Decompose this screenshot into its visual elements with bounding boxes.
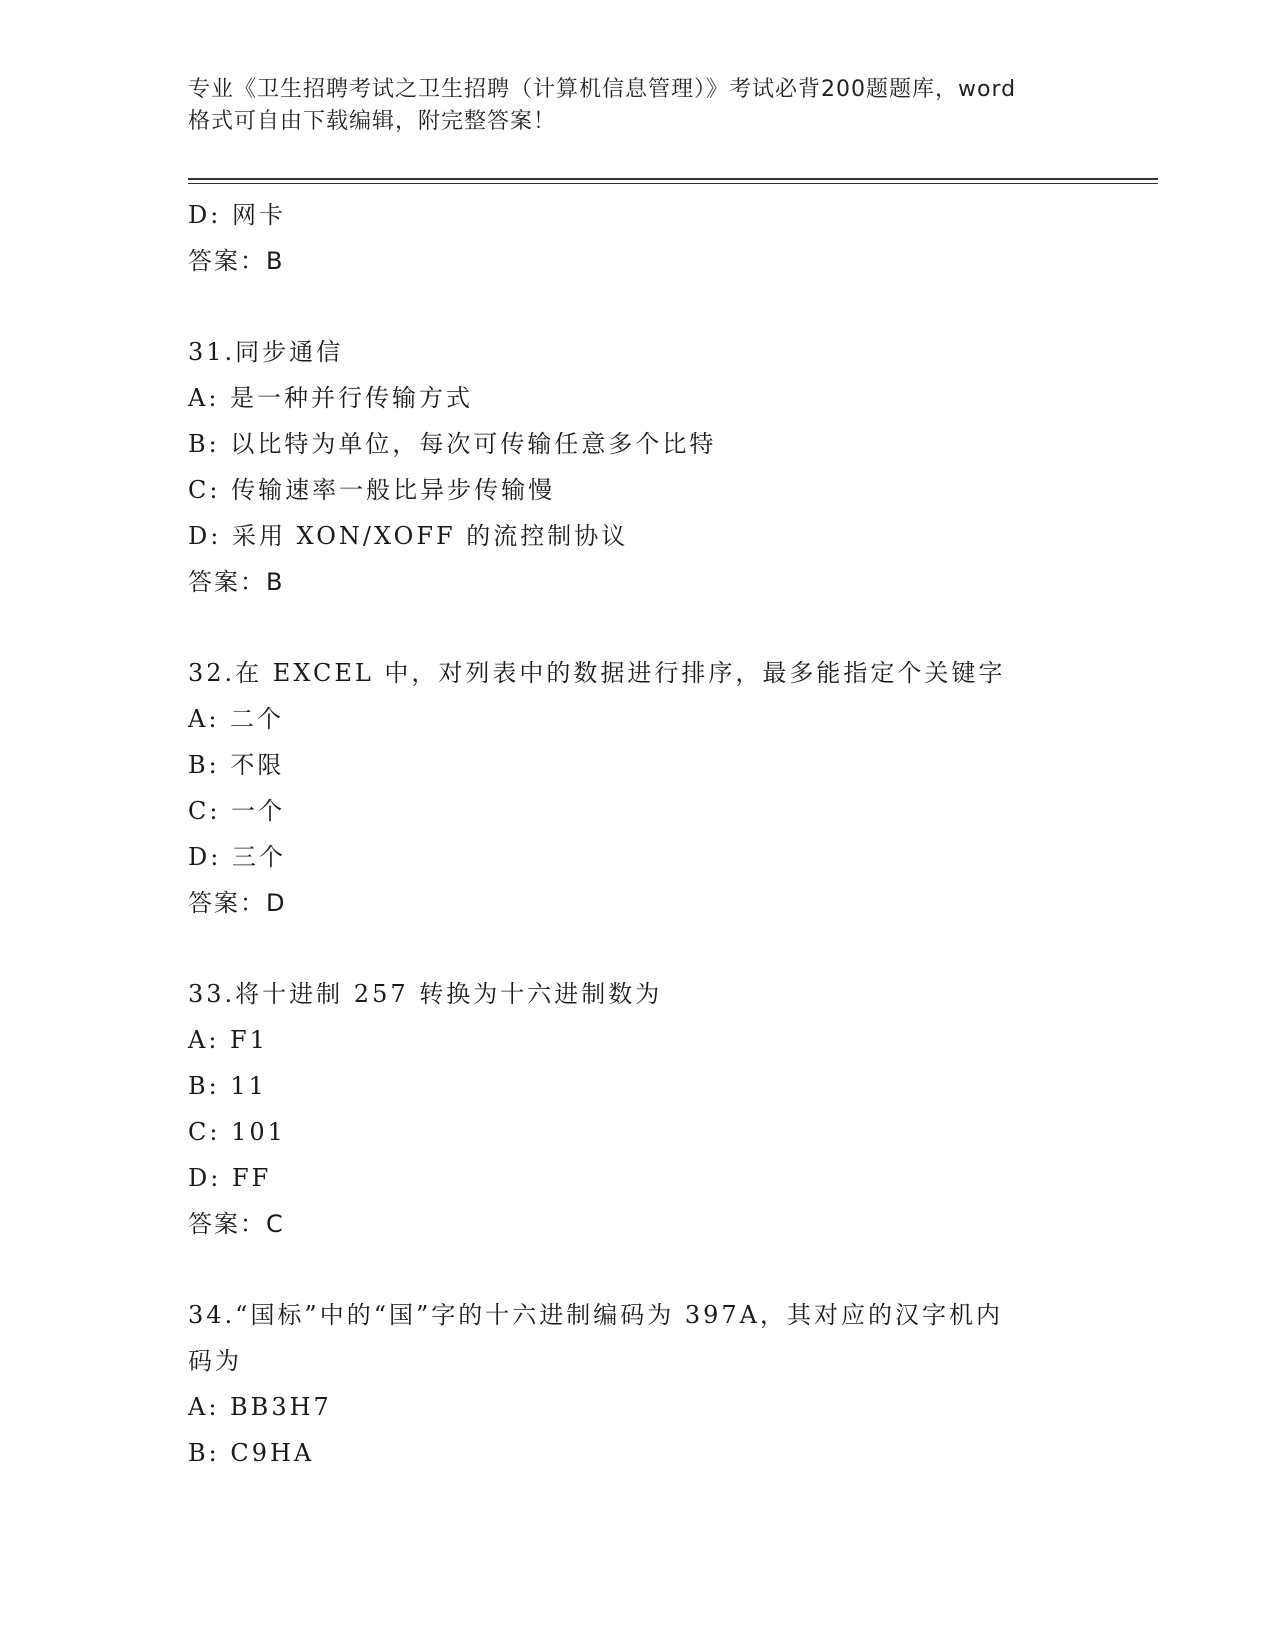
spacer bbox=[188, 605, 1108, 650]
question-text-line-2: 码为 bbox=[188, 1347, 242, 1375]
spacer bbox=[188, 284, 1108, 329]
question-text: 31.同步通信 bbox=[188, 338, 344, 366]
question-text-line-1: 34.“国标”中的“国”字的十六进制编码为 397A，其对应的汉字机内 bbox=[188, 1301, 1004, 1329]
option-b: B: 11 bbox=[188, 1072, 267, 1100]
answer-line: 答案：B bbox=[188, 247, 285, 275]
question-text: 32.在 EXCEL 中，对列表中的数据进行排序，最多能指定个关键字 bbox=[188, 659, 1006, 687]
option-a: A: F1 bbox=[188, 1026, 268, 1054]
option-b: B: C9HA bbox=[188, 1439, 315, 1467]
question-block-32 bbox=[188, 650, 1108, 926]
option-c: C: 101 bbox=[188, 1118, 286, 1146]
option-b: B: 以比特为单位，每次可传输任意多个比特 bbox=[188, 430, 717, 458]
question-block-30 bbox=[188, 192, 1108, 284]
option-a: A: 二个 bbox=[188, 705, 285, 733]
answer-line: 答案：C bbox=[188, 1210, 285, 1238]
option-b: B: 不限 bbox=[188, 751, 285, 779]
answer-line: 答案：B bbox=[188, 568, 285, 596]
document-header bbox=[188, 74, 1108, 138]
question-block-34 bbox=[188, 1292, 1108, 1476]
option-a: A: BB3H7 bbox=[188, 1393, 332, 1421]
option-a: A: 是一种并行传输方式 bbox=[188, 384, 474, 412]
answer-line: 答案：D bbox=[188, 889, 287, 917]
option-d: D: 网卡 bbox=[188, 201, 286, 229]
header-divider-thin bbox=[188, 183, 1158, 184]
option-d: D: FF bbox=[188, 1164, 272, 1192]
spacer bbox=[188, 1247, 1108, 1292]
question-text: 33.将十进制 257 转换为十六进制数为 bbox=[188, 980, 663, 1008]
question-list bbox=[188, 192, 1108, 1476]
option-d: D: 采用 XON/XOFF 的流控制协议 bbox=[188, 522, 629, 550]
option-c: C: 传输速率一般比异步传输慢 bbox=[188, 476, 556, 504]
option-c: C: 一个 bbox=[188, 797, 286, 825]
header-line-2: 格式可自由下载编辑，附完整答案！ bbox=[188, 109, 557, 134]
question-block-31 bbox=[188, 329, 1108, 605]
option-d: D: 三个 bbox=[188, 843, 286, 871]
question-block-33 bbox=[188, 971, 1108, 1247]
header-divider-thick bbox=[188, 178, 1158, 180]
spacer bbox=[188, 926, 1108, 971]
header-line-1: 专业《卫生招聘考试之卫生招聘（计算机信息管理）》考试必背200题题库，word bbox=[188, 77, 1017, 102]
